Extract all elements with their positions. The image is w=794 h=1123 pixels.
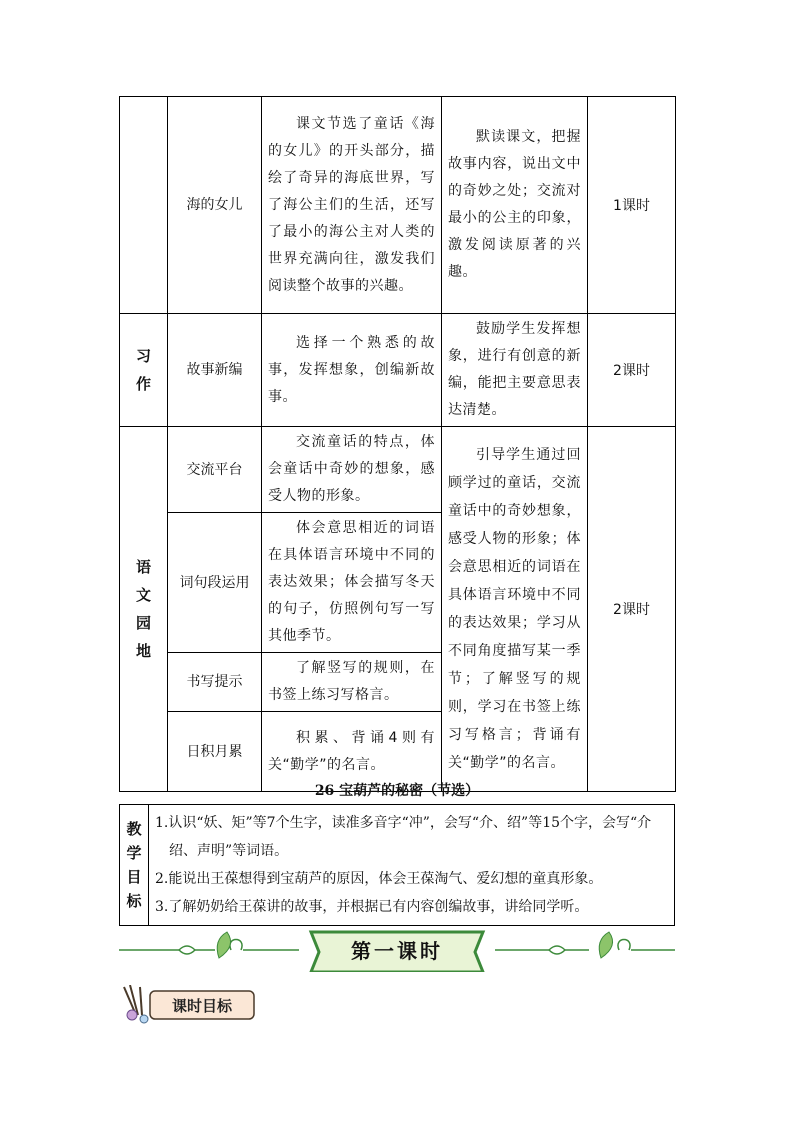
heading-char: 目 <box>126 868 142 886</box>
table-row <box>120 97 676 314</box>
goals-list <box>149 805 675 926</box>
table-row <box>120 314 676 427</box>
category-char: 作 <box>135 375 151 393</box>
lesson-name: 海的女儿 <box>168 97 262 314</box>
lesson-name: 故事新编 <box>168 314 262 427</box>
goal-item: 3.了解奶奶给王葆讲的故事，并根据已有内容创编故事，讲给同学听。 <box>155 899 589 915</box>
goal-text: 鼓励学生发挥想象，进行有创意的新编，能把主要意思表达清楚。 <box>448 321 581 418</box>
goals-heading <box>120 805 149 926</box>
unit-plan-table <box>119 96 676 792</box>
teaching-goals-table <box>119 804 675 926</box>
lesson-banner <box>119 928 675 972</box>
lesson-hours: 2课时 <box>588 314 676 427</box>
heading-char: 标 <box>126 892 142 910</box>
leaf-icon <box>599 932 612 958</box>
category-char: 文 <box>135 586 151 604</box>
table-row <box>120 427 676 513</box>
banner-right-ornament <box>495 940 675 955</box>
garden-goal <box>442 427 588 792</box>
content-text: 选择一个熟悉的故事，发挥想象，创编新故事。 <box>268 334 435 405</box>
category-cell-writing <box>120 314 168 427</box>
lesson-goal <box>442 97 588 314</box>
lesson-hours: 1课时 <box>588 97 676 314</box>
category-char: 地 <box>135 642 151 660</box>
category-char: 语 <box>135 558 151 576</box>
lesson-goals-tag <box>120 985 260 1025</box>
goal-text: 默读课文，把握故事内容，说出文中的奇妙之处；交流对最小的公主的印象，激发阅读原著的兴趣。 <box>448 129 581 280</box>
flower-icon <box>127 1010 137 1020</box>
lesson-goal <box>442 314 588 427</box>
banner-left-ornament <box>119 940 299 955</box>
content-text: 体会意思相近的词语在具体语言环境中不同的表达效果；体会描写冬天的句子，仿照例句写一写其他季节。 <box>268 520 435 644</box>
sub-lesson-content <box>262 653 442 712</box>
goal-text: 引导学生通过回顾学过的童话，交流童话中的奇妙想象，感受人物的形象；体会意思相近的词语在具体语言环境中不同的表达效果；学习从不同角度描写某一季节；了解竖写的规则，学习在书签上练习写格言；背诵有关“勤学”的名言。 <box>448 447 581 771</box>
sub-lesson-name: 词句段运用 <box>168 513 262 653</box>
goal-item: 1.认识“妖、矩”等7个生字，读准多音字“冲”，会写“介、绍”等15个字，会写“介绍、声明”等词语。 <box>155 815 652 859</box>
content-text: 了解竖写的规则，在书签上练习写格言。 <box>268 660 435 703</box>
content-text: 交流童话的特点，体会童话中奇妙的想象，感受人物的形象。 <box>268 434 435 504</box>
sub-lesson-name: 书写提示 <box>168 653 262 712</box>
table-row <box>120 805 675 926</box>
banner-label: 第一课时 <box>351 939 443 963</box>
sub-lesson-name: 日积月累 <box>168 712 262 792</box>
category-char: 习 <box>135 347 151 365</box>
sub-lesson-content <box>262 513 442 653</box>
sub-lesson-content <box>262 427 442 513</box>
sub-lesson-name: 交流平台 <box>168 427 262 513</box>
category-cell-garden <box>120 427 168 792</box>
flower-icon <box>140 1015 148 1023</box>
leaf-icon <box>217 932 230 958</box>
lesson-heading: 26 宝葫芦的秘密（节选） <box>314 783 480 799</box>
goal-item: 2.能说出王葆想得到宝葫芦的原因，体会王葆淘气、爱幻想的童真形象。 <box>155 871 603 887</box>
garden-hours: 2课时 <box>588 427 676 792</box>
content-text: 积累、背诵4则有关“勤学”的名言。 <box>268 729 435 773</box>
content-text: 课文节选了童话《海的女儿》的开头部分，描绘了奇异的海底世界，写了海公主们的生活，还写了最小的海公主对人类的世界充满向往，激发我们阅读整个故事的兴趣。 <box>268 115 435 294</box>
tag-label: 课时目标 <box>171 997 233 1015</box>
heading-char: 教 <box>126 820 142 838</box>
category-cell-empty <box>120 97 168 314</box>
category-char: 园 <box>135 614 151 632</box>
lesson-content <box>262 97 442 314</box>
lesson-content <box>262 314 442 427</box>
heading-char: 学 <box>126 844 142 862</box>
